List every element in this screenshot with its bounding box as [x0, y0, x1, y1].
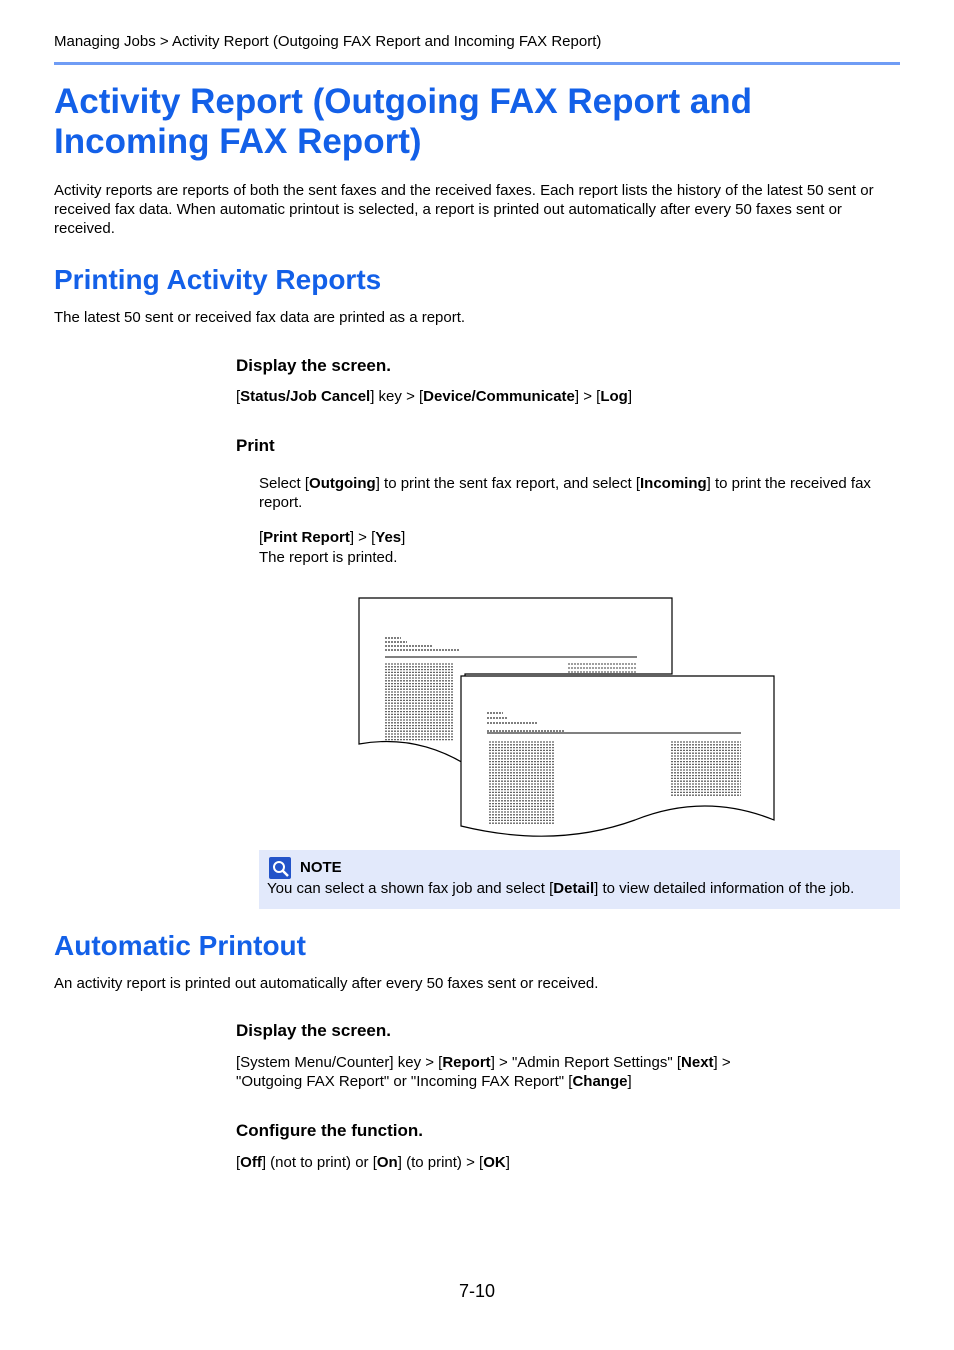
activity-report-illustration: [355, 594, 780, 844]
note-text: You can select a shown fax job and select [Detail] to view detailed information of the job.: [267, 880, 855, 897]
step-path-system-menu: [System Menu/Counter] key > [Report] > "Admin Report Settings" [Next] >: [236, 1054, 731, 1071]
step-configure-options: [Off] (not to print) or [On] (to print) > [OK]: [236, 1154, 510, 1171]
step-title-configure: Configure the function.: [236, 1121, 423, 1140]
header-rule: [54, 62, 900, 65]
page-title-line-2: Incoming FAX Report): [54, 122, 422, 161]
section-heading-printing: Printing Activity Reports: [54, 264, 382, 295]
page-title-line-1: Activity Report (Outgoing FAX Report and: [54, 82, 753, 121]
note-title: NOTE: [300, 859, 342, 876]
step-title-display-screen: Display the screen.: [236, 356, 391, 375]
note-icon: [269, 857, 291, 879]
breadcrumb: Managing Jobs > Activity Report (Outgoing FAX Report and Incoming FAX Report): [54, 33, 602, 50]
step-title-display-screen-2: Display the screen.: [236, 1021, 391, 1040]
step-print-action: [Print Report] > [Yes]: [259, 529, 406, 546]
step-path-report-change: "Outgoing FAX Report" or "Incoming FAX Report" [Change]: [236, 1073, 632, 1090]
page-number: 7-10: [459, 1281, 496, 1301]
step-path-status: [Status/Job Cancel] key > [Device/Communicate] > [Log]: [236, 388, 633, 405]
section-heading-automatic: Automatic Printout: [54, 930, 306, 961]
intro-paragraph: Activity reports are reports of both the sent faxes and the received faxes. Each report lists the history of the latest 50 sent or received fax data. When automatic printout is selected, a report is printed out automatically after every 50 faxes sent or received.: [54, 182, 874, 237]
step-title-print: Print: [236, 436, 275, 455]
page-title: [54, 82, 914, 162]
step-print-result: The report is printed.: [259, 549, 398, 566]
section-desc-automatic: An activity report is printed out automatically after every 50 faxes sent or received.: [54, 975, 599, 992]
section-desc-printing: The latest 50 sent or received fax data are printed as a report.: [54, 309, 466, 326]
step-print-instructions: Select [Outgoing] to print the sent fax report, and select [Incoming] to print the received fax report.: [259, 475, 871, 511]
